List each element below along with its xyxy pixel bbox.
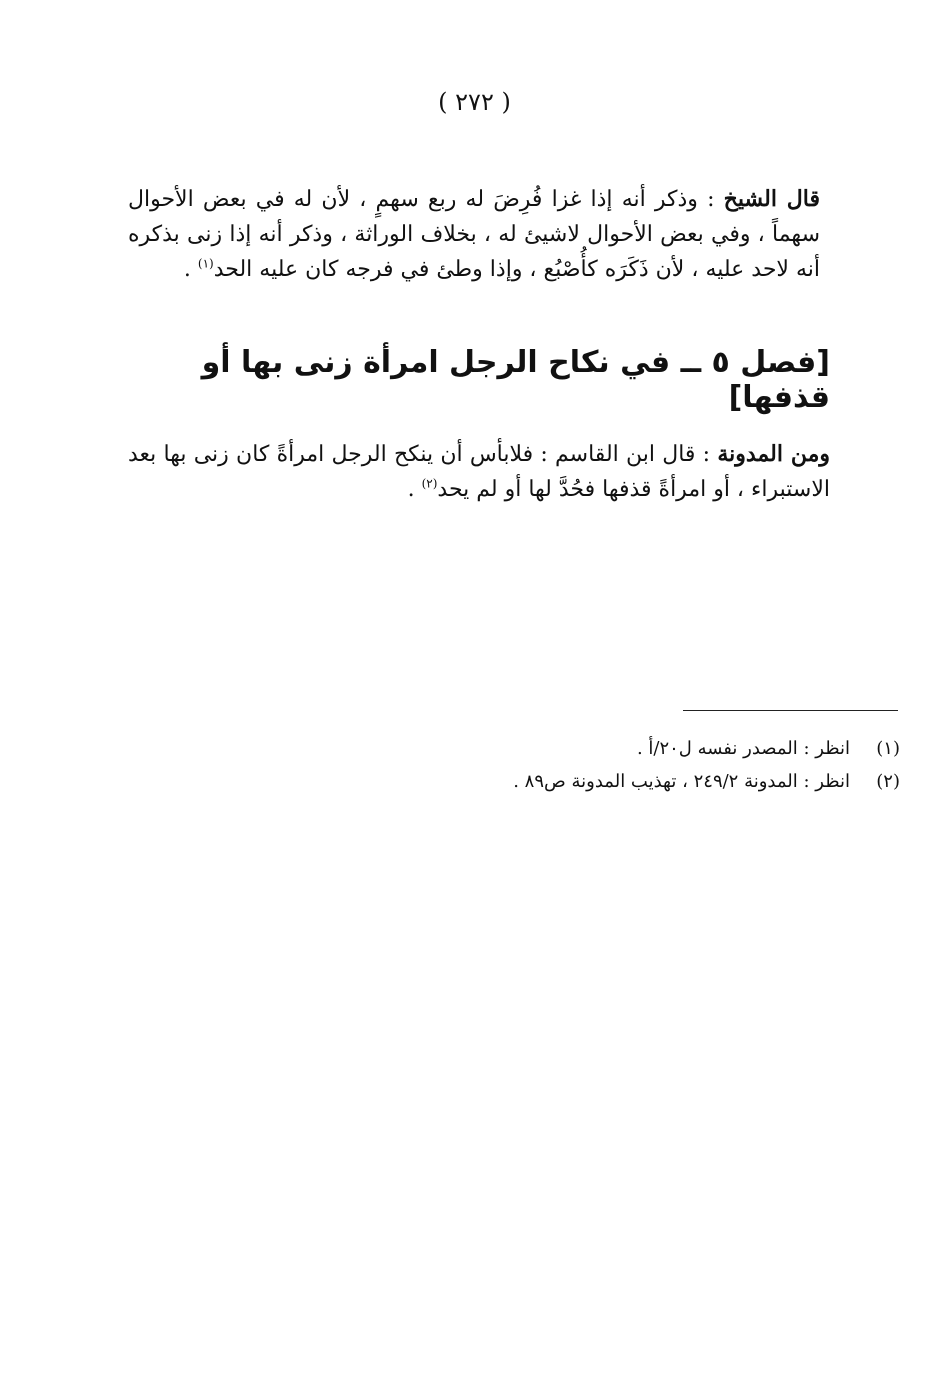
footnote-reference: (٢) <box>421 476 438 491</box>
footnote-item <box>300 765 900 798</box>
paragraph-lead: ومن المدونة <box>717 441 830 467</box>
footnotes <box>300 732 900 798</box>
paragraph-sheikh <box>128 182 820 287</box>
footnote-divider <box>683 710 898 711</box>
paragraph-text: : وذكر أنه إذا غزا فُرِضَ له ربع سهمٍ ، لأن له في بعض الأحوال سهماً ، وفي بعض الأحوال لاشيئ له ، بخلاف الوراثة ، وذكر أنه إذا زنى بذكره أنه لاحد عليه ، لأن ذَكَرَه كأُصْبُع ، وإذا وطئ في فرجه كان عليه الحد <box>128 187 820 282</box>
paragraph-lead: قال الشيخ <box>723 186 820 212</box>
footnote-text: انظر : المصدر نفسه ل٢٠/أ . <box>636 738 850 759</box>
paragraph-end: . <box>407 477 422 502</box>
footnote-reference: (١) <box>197 256 214 271</box>
footnote-marker: (١) <box>876 738 900 759</box>
page-number: ( ٢٧٢ ) <box>438 88 511 116</box>
section-heading: [فصل ٥ ــ في نكاح الرجل امرأة زنى بها أو قذفها] <box>201 345 830 415</box>
footnote-text: انظر : المدونة ٢٤٩/٢ ، تهذيب المدونة ص٨٩ . <box>513 771 850 792</box>
paragraph-mudawwana <box>128 437 830 507</box>
paragraph-text: : قال ابن القاسم : فلابأس أن ينكح الرجل امرأةً كان زنى بها بعد الاستبراء ، أو امرأةً قذفها فحُدَّ لها أو لم يحد <box>128 442 830 502</box>
footnote-marker: (٢) <box>876 771 900 792</box>
paragraph-end: . <box>183 257 198 282</box>
footnote-item <box>300 732 900 765</box>
